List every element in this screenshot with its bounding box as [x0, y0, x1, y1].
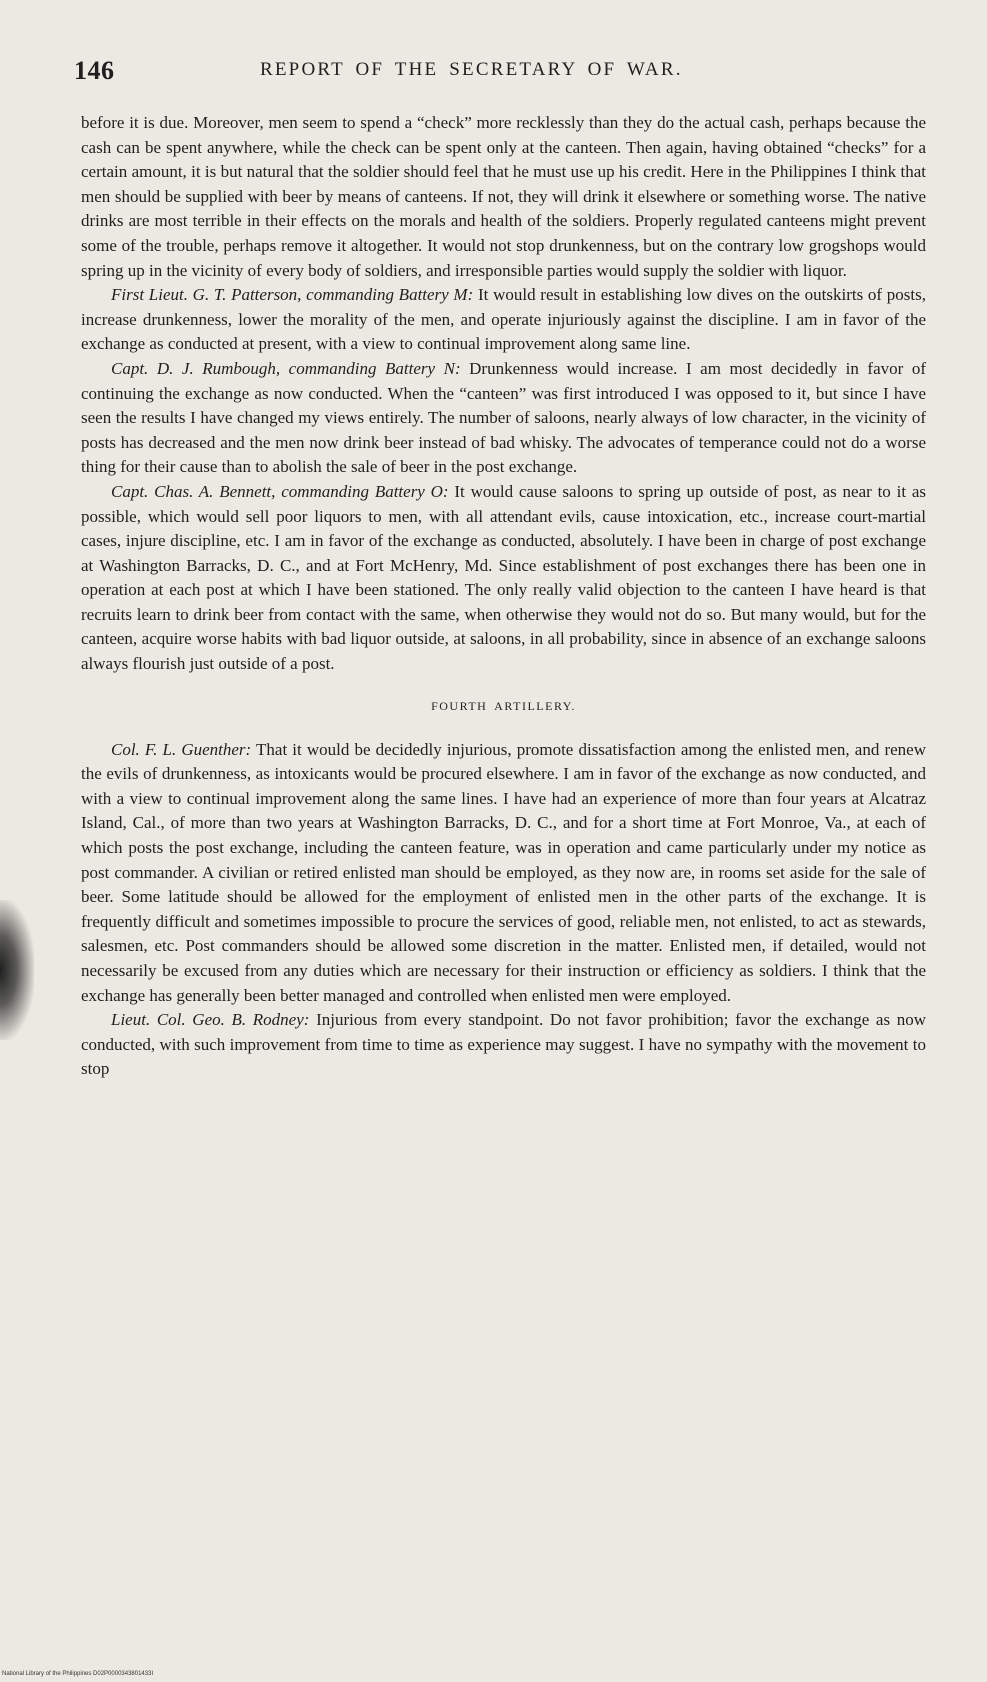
paragraph [81, 111, 926, 283]
paragraph-text: That it would be decidedly injurious, promote dissatisfaction among the enlisted men, and renew the evils of drunkenness, as intoxicants would be procured elsewhere. I am in favor of the exchange as now conducted, and with a view to continual improvement along the same lines. I have had an experience of more than four years at Alcatraz Island, Cal., of more than two years at Washington Barracks, D. C., and for a short time at Fort Monroe, Va., at each of which posts the post exchange, including the canteen feature, was in operation and came particularly under my notice as post commander. A civilian or retired enlisted man should be employed, as they now are, in rooms set aside for the sale of beer. Some latitude should be allowed for the employment of enlisted men in the other parts of the exchange. It is frequently difficult and sometimes impossible to procure the services of good, reliable men, not enlisted, to act as stewards, salesmen, etc. Post commanders should be allowed some discretion in the matter. Enlisted men, if detailed, would not necessarily be excused from any duties which are necessary for their instruction or efficiency as soldiers. I think that the exchange has generally been better managed and controlled when enlisted men were employed. [81, 739, 926, 1005]
paragraph [81, 480, 926, 677]
paragraph [81, 357, 926, 480]
paragraph [81, 738, 926, 1009]
page-header [74, 56, 926, 86]
page-number: 146 [74, 56, 115, 85]
page-body [81, 111, 926, 1082]
paragraph-text: It would cause saloons to spring up outside of post, as near to it as possible, which would sell poor liquors to men, with all attendant evils, cause intoxication, etc., increase court-martial cases, injure discipline, etc. I am in favor of the exchange as conducted, absolutely. I have been in charge of post exchange at Washington Barracks, D. C., and at Fort McHenry, Md. Since establishment of post exchanges there has been one in operation at each post at which I have been stationed. The only really valid objection to the canteen I have heard is that recruits learn to drink beer from contact with the same, when otherwise they would not do so. But many would, but for the canteen, acquire worse habits with bad liquor outside, at saloons, in all probability, since in absence of an exchange saloons always flourish just outside of a post. [81, 481, 926, 674]
paragraph-text: Drunkenness would increase. I am most decidedly in favor of continuing the exchange as now conducted. When the “canteen” was first introduced I was opposed to it, but since I have seen the results I have changed my views entirely. The number of saloons, nearly always of low character, in the vicinity of posts has decreased and the men now drink beer instead of bad whisky. The advocates of temperance could not do a worse thing for their cause than to abolish the sale of beer in the post exchange. [81, 358, 926, 477]
paragraph [81, 1008, 926, 1082]
paragraph-text: It would result in establishing low dives on the outskirts of posts, increase drunkenness, lower the morality of the men, and operate injuriously against the discipline. I am in favor of the exchange as conducted at present, with a view to continual improvement along same line. [81, 285, 926, 354]
scan-edge-shadow [0, 900, 34, 1040]
running-head: REPORT OF THE SECRETARY OF WAR. [260, 59, 683, 80]
scan-credit-footer: National Library of the Philippines D02P0000343801433I [2, 1671, 154, 1677]
speaker-name: Col. F. L. Guenther: [111, 739, 252, 759]
section-heading: FOURTH ARTILLERY. [431, 698, 576, 713]
speaker-name: Capt. D. J. Rumbough, commanding Battery N: [111, 358, 461, 378]
speaker-name: First Lieut. G. T. Patterson, commanding Battery M: [111, 285, 474, 305]
speaker-name: Capt. Chas. A. Bennett, commanding Battery O: [111, 481, 449, 501]
paragraph-text: Injurious from every standpoint. Do not favor prohibition; favor the exchange as now conducted, with such improvement from time to time as experience may suggest. I have no sympathy with the movement to stop [81, 1010, 926, 1079]
speaker-name: Lieut. Col. Geo. B. Rodney: [111, 1010, 310, 1030]
paragraph [81, 283, 926, 357]
paragraph-text: before it is due. Moreover, men seem to spend a “check” more recklessly than they do the actual cash, perhaps because the cash can be spent anywhere, while the check can be spent only at the canteen. Then again, having obtained “checks” for a certain amount, it is but natural that the soldier should feel that he must use up his credit. Here in the Philippines I think that men should be supplied with beer by means of canteens. If not, they will drink it elsewhere or something worse. The native drinks are most terrible in their effects on the morals and health of the soldiers. Properly regulated canteens might prevent some of the trouble, perhaps remove it altogether. It would not stop drunkenness, but on the contrary low grogshops would spring up in the vicinity of every body of soldiers, and irresponsible parties would supply the soldier with liquor. [81, 113, 926, 280]
